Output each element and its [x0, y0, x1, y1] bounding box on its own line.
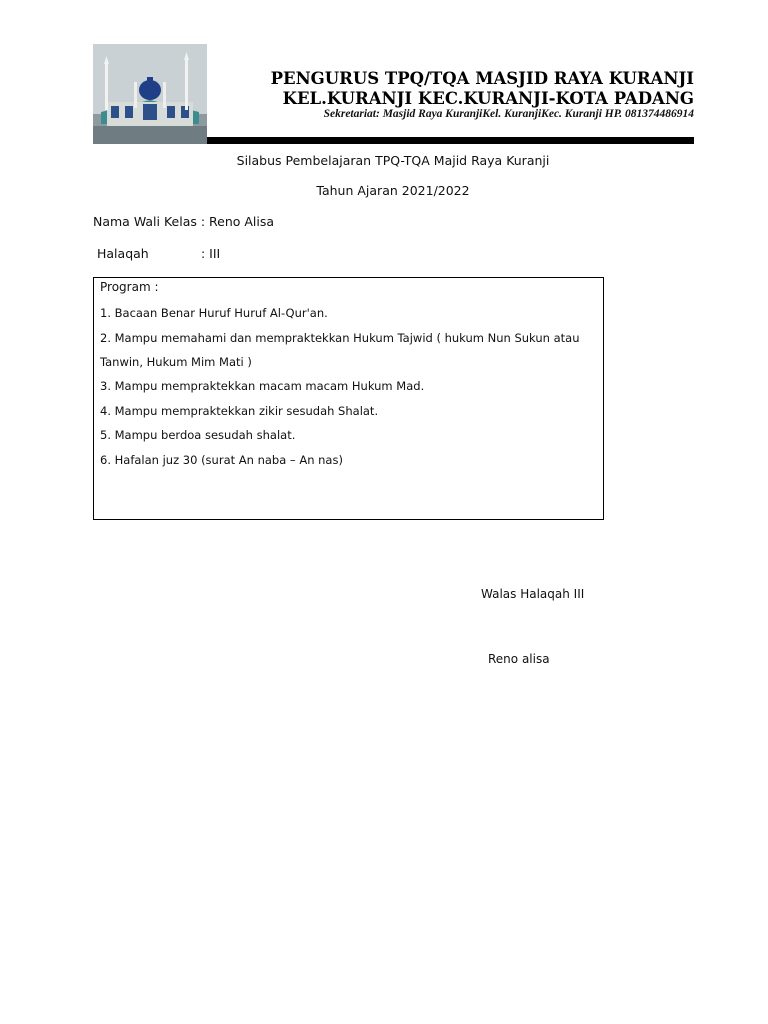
signature-name: Reno alisa — [488, 652, 550, 666]
program-item: 1. Bacaan Benar Huruf Huruf Al-Qur'an. — [100, 306, 328, 320]
program-box — [93, 277, 604, 520]
program-item: 3. Mampu mempraktekkan macam macam Hukum Mad. — [100, 379, 425, 393]
halaqah-value: : III — [201, 246, 221, 261]
halaqah-label: Halaqah — [97, 246, 149, 261]
letterhead-address: KEL.KURANJI KEC.KURANJI-KOTA PADANG — [282, 89, 694, 108]
program-item: 5. Mampu berdoa sesudah shalat. — [100, 428, 296, 442]
program-item: 6. Hafalan juz 30 (surat An naba – An nas) — [100, 453, 343, 467]
document-title: Silabus Pembelajaran TPQ-TQA Majid Raya Kuranji — [236, 153, 550, 168]
letterhead-divider — [207, 137, 694, 144]
academic-year: Tahun Ajaran 2021/2022 — [316, 183, 470, 198]
program-item: Tanwin, Hukum Mim Mati ) — [100, 355, 252, 369]
signature-role: Walas Halaqah III — [481, 587, 585, 601]
wali-kelas-line: Nama Wali Kelas : Reno Alisa — [93, 214, 275, 229]
letterhead-secretariat: Sekretariat: Masjid Raya KuranjiKel. KuranjiKec. Kuranji HP. 081374486914 — [323, 108, 694, 120]
program-item: 4. Mampu mempraktekkan zikir sesudah Shalat. — [100, 404, 379, 418]
program-heading: Program : — [100, 280, 159, 294]
mosque-logo — [93, 44, 207, 144]
program-item: 2. Mampu memahami dan mempraktekkan Hukum Tajwid ( hukum Nun Sukun atau — [100, 331, 580, 345]
letterhead-organization: PENGURUS TPQ/TQA MASJID RAYA KURANJI — [270, 69, 694, 88]
